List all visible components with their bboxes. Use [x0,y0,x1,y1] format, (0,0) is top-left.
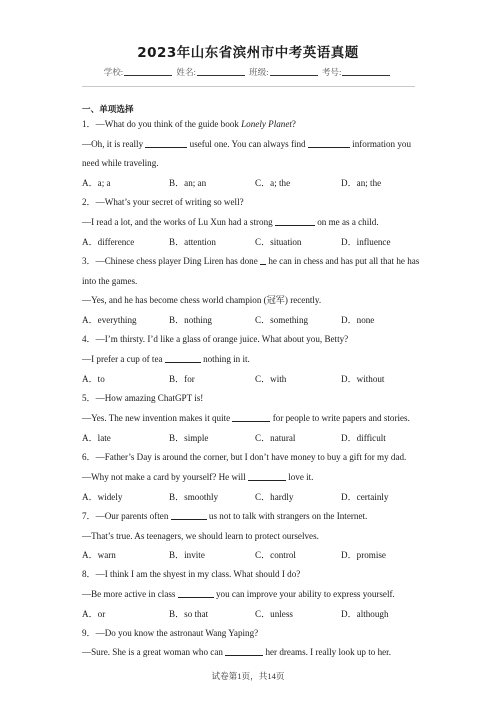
q3-stem-a: 3．—Chinese chess player Ding Liren has done [82,256,261,266]
q5-option-c[interactable]: C．natural [255,433,296,443]
name-label: 姓名: [176,67,196,77]
q7-blank [171,510,207,520]
q6-option-c[interactable]: C．hardly [255,492,294,502]
q5-option-d[interactable]: D．difficult [341,433,386,443]
q2-option-b[interactable]: B．attention [169,237,216,247]
name-blank[interactable] [197,67,245,76]
q2-reply [82,216,379,228]
number-label: 考号: [321,67,342,77]
q8-reply-a: —Be more active in class [82,589,178,599]
q6-option-a[interactable]: A．widely [82,492,123,502]
q3-option-b[interactable]: B．nothing [169,315,212,325]
q2-option-a[interactable]: A．difference [82,237,135,247]
q2-blank [275,216,315,226]
q6-option-d[interactable]: D．certainly [341,492,389,502]
q4-reply-b: nothing in it. [200,354,250,364]
q1-blank-2 [308,138,350,148]
q5-option-a[interactable]: A．late [82,433,111,443]
q2-option-c[interactable]: C．situation [255,237,302,247]
q5-stem: 5．—How amazing ChatGPT is! [82,393,204,403]
school-blank[interactable] [124,67,172,76]
q9-blank [225,646,263,656]
q8-stem: 8．—I think I am the shyest in my class. What should I do? [82,569,301,579]
q4-reply-a: —I prefer a cup of tea [82,354,165,364]
q5-reply-a: —Yes. The new invention makes it quite [82,413,233,423]
q7-stem [82,510,367,522]
q7-option-d[interactable]: D．promise [341,550,386,560]
q5-reply [82,412,410,424]
q8-option-c[interactable]: C．unless [255,609,293,619]
q9-stem: 9．—Do you know the astronaut Wang Yaping? [82,628,259,638]
q9-reply-a: —Sure. She is a great woman who can [82,647,226,657]
q2-reply-b: on me as a child. [314,217,379,227]
number-blank[interactable] [342,67,390,76]
q3-option-d[interactable]: D．none [341,315,375,325]
q5-blank [232,412,270,422]
q1-stem [82,118,296,130]
q2-reply-a: —I read a lot, and the works of Lu Xun had a strong [82,217,275,227]
q9-reply [82,646,391,658]
q8-reply [82,588,395,600]
q3-option-c[interactable]: C．something [255,315,309,325]
q4-blank [165,353,201,363]
school-label: 学校: [103,67,124,77]
q6-option-b[interactable]: B．smoothly [169,492,219,502]
q6-stem: 6．—Father’s Day is around the corner, but I don’t have money to buy a gift for my dad. [82,452,407,462]
page-footer: 试卷第1页，共14页 [211,671,285,681]
q4-option-d[interactable]: D．without [341,374,385,384]
q4-option-b[interactable]: B．for [169,374,195,384]
page-title: 2023年山东省滨州市中考英语真题 [137,45,359,61]
q4-option-c[interactable]: C．with [255,374,287,384]
q7-option-b[interactable]: B．invite [169,550,205,560]
q6-reply [82,471,313,483]
q6-blank [248,471,286,481]
q7-option-c[interactable]: C．control [255,550,296,560]
q1-option-d[interactable]: D．an; the [341,178,382,188]
q4-stem: 4．—I’m thirsty. I’d like a glass of orange juice. What about you, Betty? [82,334,349,344]
q7-option-a[interactable]: A．warn [82,550,116,560]
q2-stem: 2．—What’s your secret of writing so well? [82,197,244,207]
q4-reply [82,353,250,365]
q1-option-b[interactable]: B．an; an [169,178,207,188]
section-heading: 一、单项选择 [82,105,134,115]
q1-stem-text: 1．—What do you think of the guide book [82,119,242,129]
q8-reply-b: you can improve your ability to express yourself. [213,589,395,599]
q7-stem-a: 7．—Our parents often [82,511,171,521]
q6-reply-b: love it. [285,472,314,482]
q4-option-a[interactable]: A．to [82,374,105,384]
q8-option-d[interactable]: D．although [341,609,389,619]
q8-option-b[interactable]: B．so that [169,609,209,619]
q7-stem-b: us not to talk with strangers on the Internet. [206,511,368,521]
q1-reply-a: —Oh, it is really [82,139,146,149]
q3-stem-cont: into the games. [82,276,138,286]
q3-option-a[interactable]: A．everything [82,315,137,325]
q7-reply: —That’s true. As teenagers, we should learn to protect ourselves. [82,531,319,541]
q1-blank-1 [145,138,187,148]
student-info-line [0,66,496,78]
q3-stem-b: he can in chess and has put all that he has [266,256,420,266]
q1-option-c[interactable]: C．a; the [255,178,291,188]
class-label: 班级: [249,67,269,77]
q3-reply: —Yes, and he has become chess world champion (冠军) recently. [82,295,322,305]
q1-reply [82,138,411,150]
q8-blank [178,588,214,598]
q8-option-a[interactable]: A．or [82,609,106,619]
q1-stem-end: ? [291,119,296,129]
q1-reply-cont: need while traveling. [82,158,159,168]
q3-stem [82,255,419,267]
q5-option-b[interactable]: B．simple [169,433,209,443]
q9-reply-b: her dreams. I really look up to her. [263,647,391,657]
q2-option-d[interactable]: D．influence [341,237,391,247]
q1-reply-b: useful one. You can always find [187,139,308,149]
q1-book-title: Lonely Planet [241,119,292,129]
class-blank[interactable] [270,67,318,76]
header-divider [82,86,415,87]
q1-reply-c: information you [349,139,412,149]
q1-option-a[interactable]: A．a; a [82,178,111,188]
q6-reply-a: —Why not make a card by yourself? He will [82,472,248,482]
q5-reply-b: for people to write papers and stories. [270,413,410,423]
